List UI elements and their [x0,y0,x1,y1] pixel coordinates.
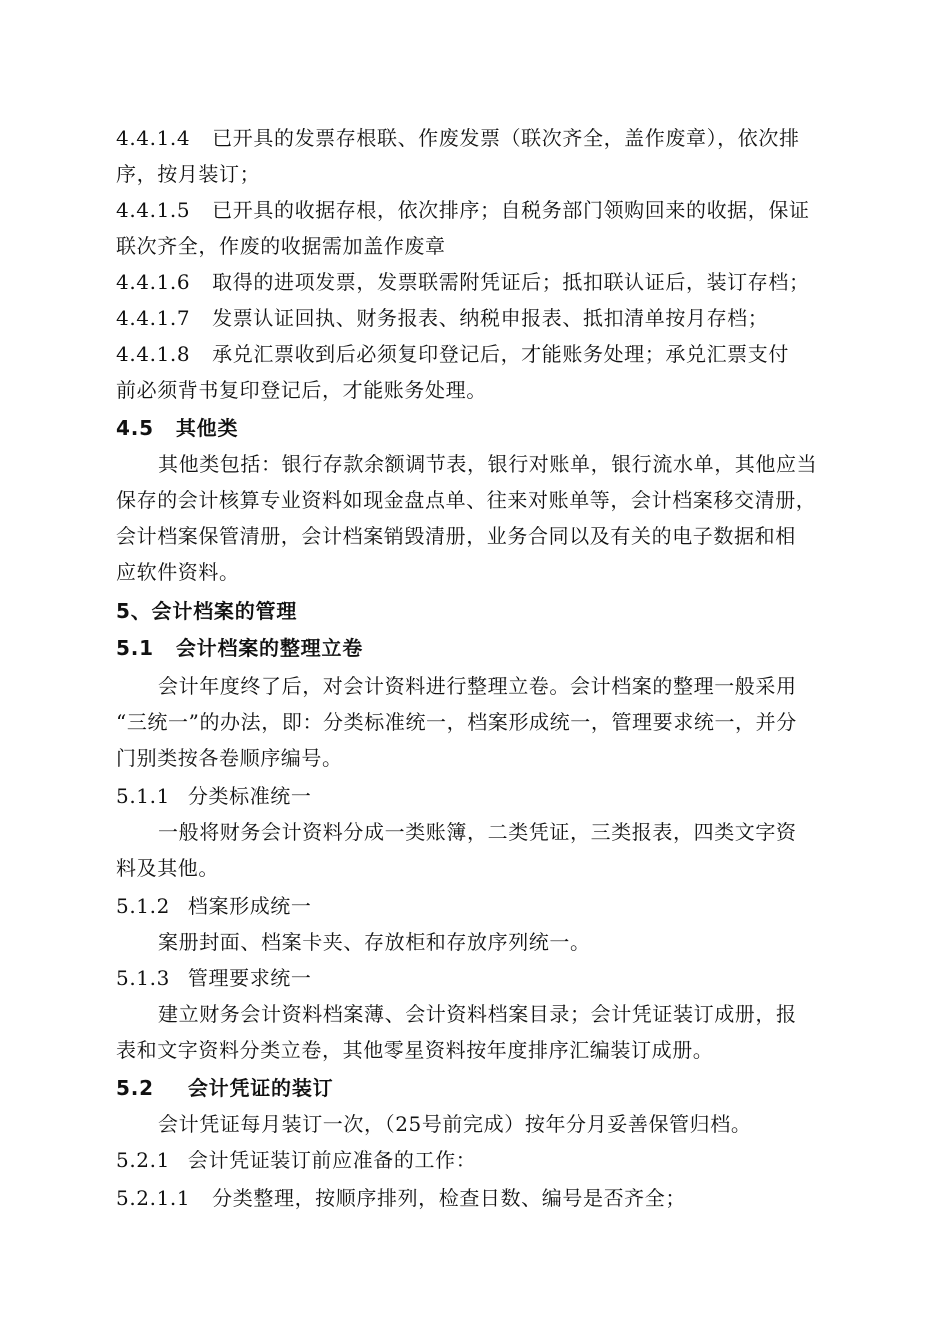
clause-4-4-1-8-cont: 前必须背书复印登记后，才能账务处理。 [116,378,487,402]
paragraph-5-2: 会计凭证每月装订一次，（25号前完成）按年分月妥善保管归档。 [158,1112,752,1136]
paragraph-5-1-line-2: “三统一”的办法，即：分类标准统一，档案形成统一，管理要求统一，并分 [116,710,797,734]
paragraph-other-line-1: 其他类包括：银行存款余额调节表，银行对账单，银行流水单，其他应当 [158,452,818,476]
clause-4-4-1-5: 4.4.1.5 已开具的收据存根，依次排序；自税务部门领购回来的收据，保证 [116,198,810,222]
paragraph-5-1-line-3: 门别类按各卷顺序编号。 [116,746,343,770]
paragraph-5-1-2: 案册封面、档案卡夹、存放柜和存放序列统一。 [158,930,591,954]
chapter-heading-5: 5、会计档案的管理 [116,599,298,623]
section-heading-4-5: 4.5 其他类 [116,416,239,440]
paragraph-5-1-3-line-1: 建立财务会计资料档案薄、会计资料档案目录；会计凭证装订成册，报 [158,1002,797,1026]
clause-4-4-1-4-cont: 序，按月装订； [116,162,261,186]
clause-5-2-1-1: 5.2.1.1 分类整理，按顺序排列，检查日数、编号是否齐全； [116,1186,686,1210]
paragraph-5-1-line-1: 会计年度终了后，对会计资料进行整理立卷。会计档案的整理一般采用 [158,674,797,698]
clause-4-4-1-8: 4.4.1.8 承兑汇票收到后必须复印登记后，才能账务处理；承兑汇票支付 [116,342,789,366]
subsection-5-1-3: 5.1.3 管理要求统一 [116,966,312,990]
subsection-5-2-1: 5.2.1 会计凭证装订前应准备的工作： [116,1148,477,1172]
paragraph-other-line-4: 应软件资料。 [116,560,240,584]
paragraph-other-line-3: 会计档案保管清册，会计档案销毁清册，业务合同以及有关的电子数据和相 [116,524,796,548]
section-heading-5-1: 5.1 会计档案的整理立卷 [116,636,364,660]
paragraph-5-1-3-line-2: 表和文字资料分类立卷，其他零星资料按年度排序汇编装订成册。 [116,1038,714,1062]
clause-4-4-1-7: 4.4.1.7 发票认证回执、财务报表、纳税申报表、抵扣清单按月存档； [116,306,769,330]
paragraph-5-1-1-line-1: 一般将财务会计资料分成一类账簿，二类凭证，三类报表，四类文字资 [158,820,797,844]
clause-4-4-1-4: 4.4.1.4 已开具的发票存根联、作废发票（联次齐全，盖作废章），依次排 [116,126,800,150]
paragraph-5-1-1-line-2: 料及其他。 [116,856,219,880]
section-heading-5-2: 5.2 会计凭证的装订 [116,1076,334,1100]
clause-4-4-1-6: 4.4.1.6 取得的进项发票，发票联需附凭证后；抵扣联认证后，装订存档； [116,270,810,294]
subsection-5-1-2: 5.1.2 档案形成统一 [116,894,312,918]
clause-4-4-1-5-cont: 联次齐全，作废的收据需加盖作废章 [116,234,446,258]
paragraph-other-line-2: 保存的会计核算专业资料如现金盘点单、往来对账单等，会计档案移交清册， [116,488,817,512]
subsection-5-1-1: 5.1.1 分类标准统一 [116,784,312,808]
